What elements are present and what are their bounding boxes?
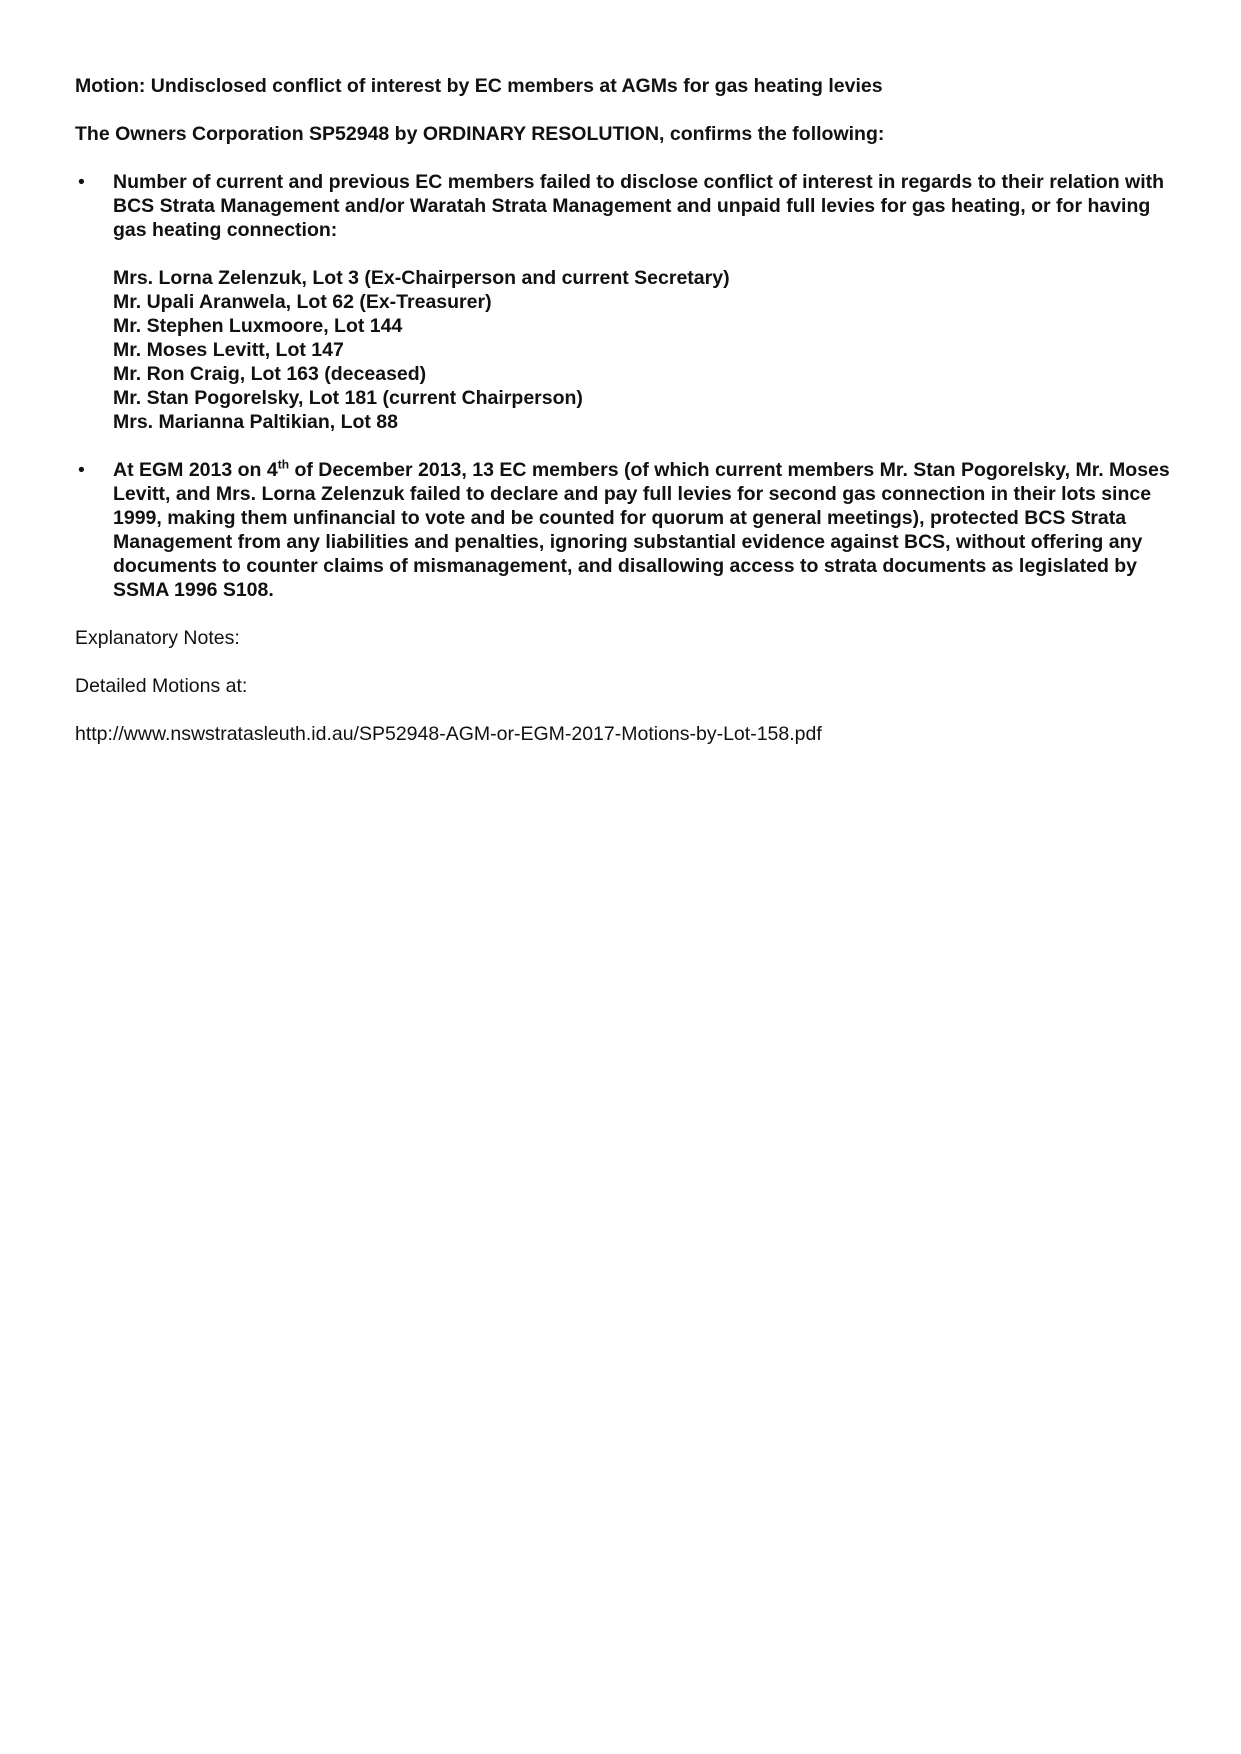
bullet-item-1 — [75, 170, 1175, 242]
explanatory-notes-label: Explanatory Notes: — [75, 627, 240, 649]
list-item: Mrs. Lorna Zelenzuk, Lot 3 (Ex-Chairperson and current Secretary) — [113, 267, 730, 289]
list-item: Mr. Upali Aranwela, Lot 62 (Ex-Treasurer) — [113, 291, 492, 313]
resolution-intro: The Owners Corporation SP52948 by ORDINARY RESOLUTION, confirms the following: — [75, 123, 885, 145]
detailed-motions-label: Detailed Motions at: — [75, 675, 248, 697]
list-item: Mr. Moses Levitt, Lot 147 — [113, 339, 344, 361]
bullet-item-2 — [75, 458, 1175, 602]
list-item: Mr. Stephen Luxmoore, Lot 144 — [113, 315, 403, 337]
bullet-icon: • — [78, 459, 85, 481]
motion-title: Motion: Undisclosed conflict of interest by EC members at AGMs for gas heating levies — [75, 75, 883, 97]
list-item: Mrs. Marianna Paltikian, Lot 88 — [113, 411, 398, 433]
bullet-1-text: Number of current and previous EC members failed to disclose conflict of interest in regards to their relation with BCS Strata Management and/or Waratah Strata Management and unpaid full levies for gas heating, or for having gas heating connection: — [113, 171, 1165, 241]
bullet-2-text-start: At EGM 2013 on 4 — [113, 459, 278, 481]
ec-members-list — [75, 266, 1175, 434]
list-item: Mr. Stan Pogorelsky, Lot 181 (current Chairperson) — [113, 387, 583, 409]
document-page — [75, 74, 1175, 770]
ordinal-suffix: th — [277, 457, 290, 472]
motions-link[interactable]: http://www.nswstratasleuth.id.au/SP52948-AGM-or-EGM-2017-Motions-by-Lot-158.pdf — [75, 723, 822, 745]
list-item: Mr. Ron Craig, Lot 163 (deceased) — [113, 363, 427, 385]
bullet-2-text-rest: of December 2013, 13 EC members (of which current members Mr. Stan Pogorelsky, Mr. Moses Levitt, and Mrs. Lorna Zelenzuk failed to declare and pay full levies for second gas connection in their lots since 1999, making them unfinancial to vote and be counted for quorum at general meetings), protected BCS Strata Management from any liabilities and penalties, ignoring substantial evidence against BCS, without offering any documents to counter claims of mismanagement, and disallowing access to strata documents as legislated by SSMA 1996 S108. — [113, 459, 1170, 601]
bullet-icon: • — [78, 171, 85, 193]
